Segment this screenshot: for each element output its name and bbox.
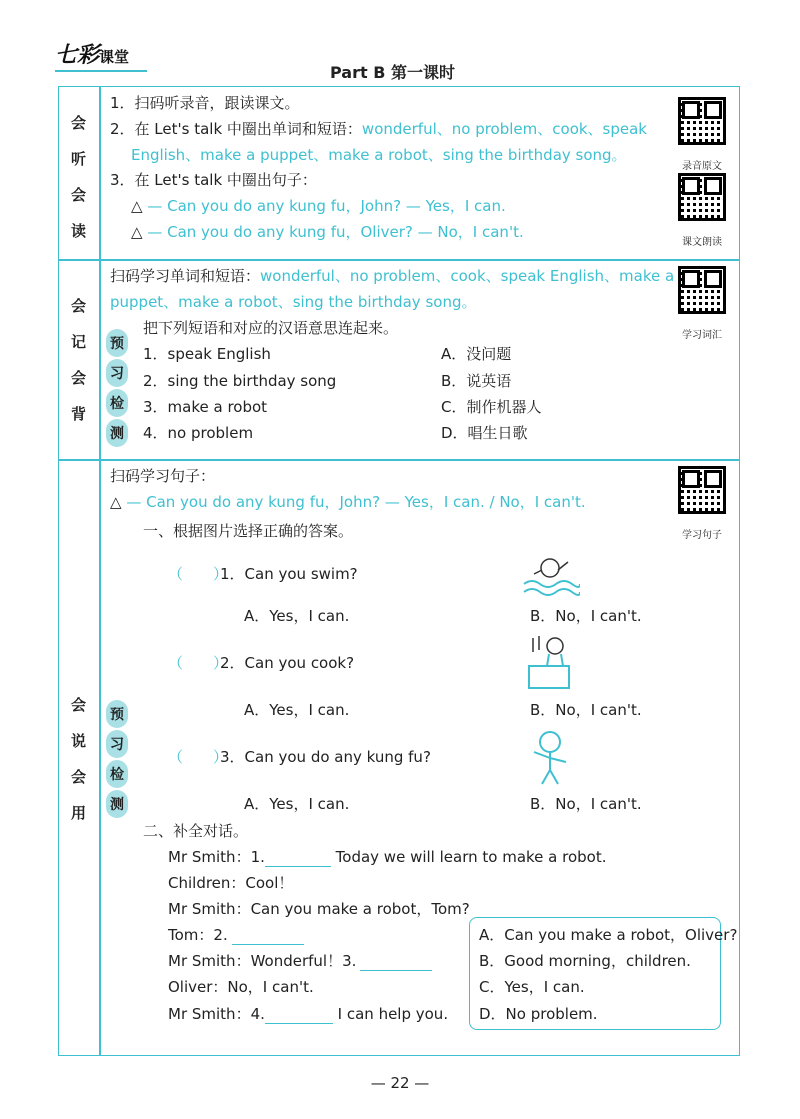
swimming-kid-picture (522, 550, 580, 598)
option-a[interactable]: A．Yes，I can. (244, 795, 350, 813)
match-left-item[interactable]: 2．sing the birthday song (143, 372, 337, 390)
page-number: — 22 — (370, 1074, 430, 1092)
blank-input[interactable] (265, 850, 331, 867)
qr-caption: 学习词汇 (682, 330, 722, 341)
s3-line1: 扫码学习句子： (110, 467, 216, 485)
logo-underline (55, 70, 147, 72)
section-divider-1 (58, 259, 740, 261)
s1-sentence-1: △ — Can you do any kung fu，John? — Yes，I can. (131, 197, 506, 215)
qr-caption: 录音原文 (682, 161, 722, 172)
match-right-item[interactable]: A．没问题 (441, 345, 512, 363)
page-title: Part B 第一课时 (330, 63, 455, 82)
section2-side-label: 会 记 会 背 (70, 297, 86, 423)
qr-code-icon[interactable] (678, 97, 726, 145)
side-divider (99, 86, 101, 1056)
brand-logo: 七彩课堂 (55, 42, 130, 68)
dialog-option[interactable]: D．No problem. (479, 1005, 598, 1023)
preview-check-badge: 预 习 检 测 (106, 700, 128, 820)
s3-sentence: △ — Can you do any kung fu，John? — Yes，I can. / No，I can't. (110, 493, 586, 511)
qr-code-icon[interactable] (678, 173, 726, 221)
match-left-item[interactable]: 4．no problem (143, 424, 254, 442)
qr-code-icon[interactable] (678, 266, 726, 314)
blank-input[interactable] (360, 954, 432, 971)
s1-sentence-2: △ — Can you do any kung fu，Oliver? — No，I can't. (131, 223, 524, 241)
dialog-option[interactable]: A．Can you make a robot，Oliver? (479, 926, 738, 944)
dialog-option[interactable]: B．Good morning，children. (479, 952, 691, 970)
preview-check-badge: 预 习 检 测 (106, 329, 128, 449)
option-b[interactable]: B．No，I can't. (530, 607, 642, 625)
dialog-line: Mr Smith：1. Today we will learn to make a robot. (168, 848, 607, 866)
qr-code-icon[interactable] (678, 466, 726, 514)
s2-instruction: 把下列短语和对应的汉语意思连起来。 (143, 319, 399, 337)
match-left-item[interactable]: 1．speak English (143, 345, 271, 363)
section-divider-2 (58, 459, 740, 461)
question-text: 2．Can you cook? (220, 654, 355, 672)
match-right-item[interactable]: C．制作机器人 (441, 398, 542, 416)
option-b[interactable]: B．No，I can't. (530, 795, 642, 813)
option-a[interactable]: A．Yes，I can. (244, 701, 350, 719)
option-b[interactable]: B．No，I can't. (530, 701, 642, 719)
answer-paren[interactable]: （ ） (168, 654, 229, 672)
blank-input[interactable] (265, 1007, 333, 1024)
dialog-line: Children：Cool！ (168, 874, 294, 892)
question-text: 1．Can you swim? (220, 565, 358, 583)
s2-line1: 扫码学习单词和短语：wonderful、no problem、cook、speak English、make a (110, 267, 675, 285)
answer-paren[interactable]: （ ） (168, 565, 229, 583)
s1-line1: 1．扫码听录音，跟读课文。 (110, 94, 300, 112)
s1-line2: 2．在 Let's talk 中圈出单词和短语：wonderful、no problem、cook、speak (110, 120, 647, 138)
dialog-line: Mr Smith：4. I can help you. (168, 1005, 449, 1023)
match-left-item[interactable]: 3．make a robot (143, 398, 268, 416)
s1-line2b: English、make a puppet、make a robot、sing the birthday song。 (131, 146, 627, 164)
s2-line2: puppet、make a robot、sing the birthday song。 (110, 293, 477, 311)
section1-side-label: 会 听 会 读 (70, 114, 86, 240)
dialog-line: Oliver：No，I can't. (168, 978, 314, 996)
match-right-item[interactable]: D．唱生日歌 (441, 424, 528, 442)
section3-side-label: 会 说 会 用 (70, 696, 86, 822)
part1-title: 一、根据图片选择正确的答案。 (143, 522, 354, 540)
s1-line3: 3．在 Let's talk 中圈出句子： (110, 171, 317, 189)
dialog-line: Tom：2. (168, 925, 304, 945)
kungfu-kid-picture (528, 728, 572, 786)
dialog-option[interactable]: C．Yes，I can. (479, 978, 585, 996)
part2-title: 二、补全对话。 (143, 822, 249, 840)
cooking-kid-picture (525, 632, 573, 690)
dialog-line: Mr Smith：Can you make a robot，Tom? (168, 900, 470, 918)
option-a[interactable]: A．Yes，I can. (244, 607, 350, 625)
question-text: 3．Can you do any kung fu? (220, 748, 431, 766)
answer-paren[interactable]: （ ） (168, 748, 229, 766)
blank-input[interactable] (232, 928, 304, 945)
match-right-item[interactable]: B．说英语 (441, 372, 512, 390)
qr-caption: 课文朗读 (682, 237, 722, 248)
qr-caption: 学习句子 (682, 530, 722, 541)
dialog-line: Mr Smith：Wonderful！3. (168, 951, 432, 971)
